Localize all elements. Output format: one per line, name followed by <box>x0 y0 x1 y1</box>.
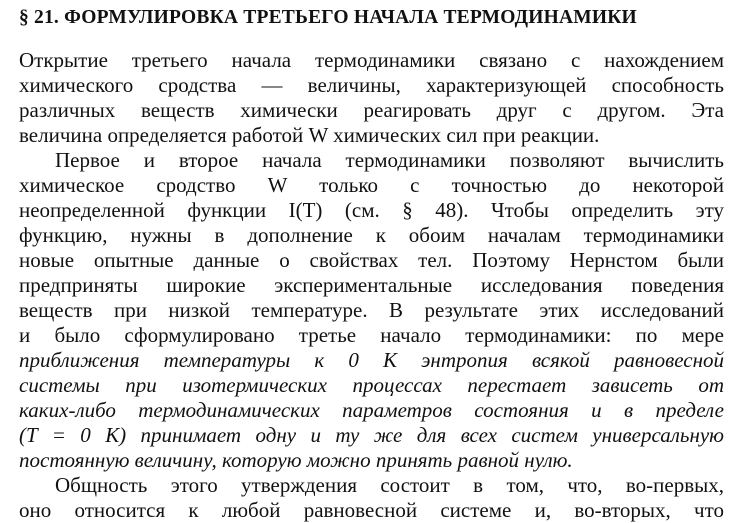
text-line: системы при изотермических процессах перестает зависеть от <box>19 373 724 397</box>
text-line: (T = 0 К) принимает одну и ту же для всех систем универсальную <box>19 423 724 447</box>
text-line: химическое сродство W только с точностью до некоторой <box>19 173 724 197</box>
body-text <box>19 48 724 523</box>
text-line: новые опытные данные о свойствах тел. Поэтому Нернстом были <box>19 248 724 272</box>
text-line: и было сформулировано третье начало термодинамики: по мере <box>19 323 724 347</box>
text-line: Первое и второе начала термодинамики позволяют вычислить <box>55 148 724 172</box>
section-title: ФОРМУЛИРОВКА ТРЕТЬЕГО НАЧАЛА ТЕРМОДИНАМИКИ <box>64 7 637 28</box>
text-line: Открытие третьего начала термодинамики связано с нахождением <box>19 48 724 72</box>
text-line: веществ при низкой температуре. В результате этих исследований <box>19 298 724 322</box>
text-line: постоянную величину, которую можно принять равной нулю. <box>19 448 573 472</box>
text-line: различных веществ химически реагировать друг с другом. Эта <box>19 98 724 122</box>
section-heading <box>19 6 724 30</box>
section-number: § 21. <box>19 7 59 28</box>
text-line: оно относится к любой равновесной системе и, во-вторых, что <box>19 498 724 522</box>
text-line: предприняты широкие экспериментальные исследования поведения <box>19 273 724 297</box>
text-line: Общность этого утверждения состоит в том, что, во-первых, <box>55 473 724 497</box>
text-line: величина определяется работой W химических сил при реакции. <box>19 123 600 147</box>
text-line: каких-либо термодинамических параметров состояния и в пределе <box>19 398 724 422</box>
text-line: приближения температуры к 0 К энтропия всякой равновесной <box>19 348 724 372</box>
text-line: функцию, нужны в дополнение к обоим началам термодинамики <box>19 223 724 247</box>
text-line: химического сродства — величины, характеризующей способность <box>19 73 724 97</box>
text-line: неопределенной функции I(T) (см. § 48). Чтобы определить эту <box>19 198 724 222</box>
